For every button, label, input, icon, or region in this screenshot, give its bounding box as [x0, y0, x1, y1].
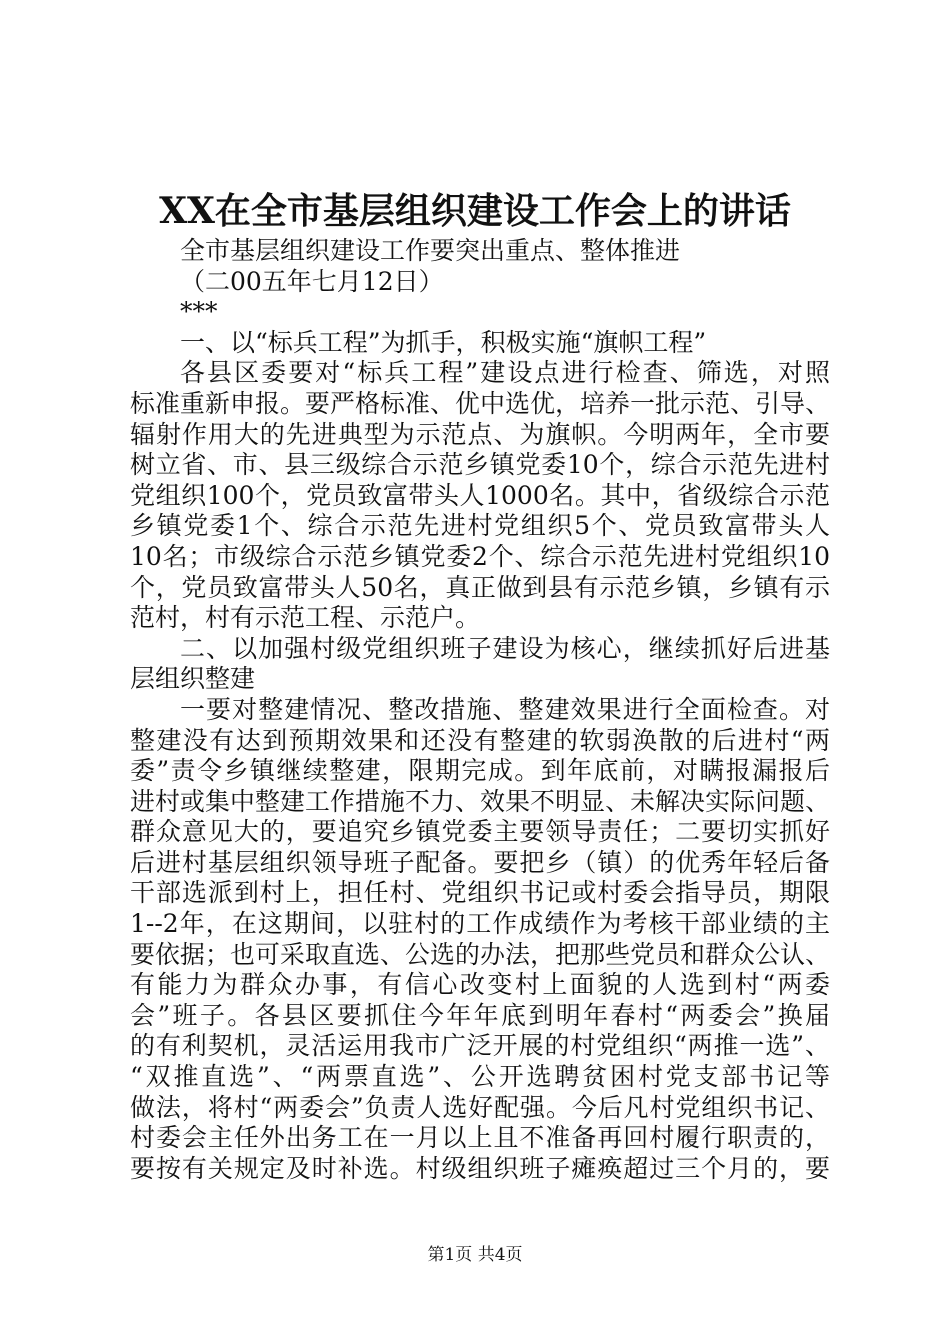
paragraph-line: 群众意见大的，要追究乡镇党委主要领导责任；二要切实抓好	[130, 817, 830, 847]
paragraph-line: 村委会主任外出务工在一月以上且不准备再回村履行职责的，	[130, 1123, 830, 1153]
paragraph-line: 要按有关规定及时补选。村级组织班子瘫痪超过三个月的，要	[130, 1153, 830, 1183]
paragraph-line: 树立省、市、县三级综合示范乡镇党委10个，综合示范先进村	[130, 450, 830, 480]
subtitle-line: 全市基层组织建设工作要突出重点、整体推进	[180, 236, 681, 265]
author-line: ***	[180, 297, 218, 327]
paragraph-line: 10名；市级综合示范乡镇党委2个、综合示范先进村党组织10	[130, 541, 830, 571]
document-body	[130, 236, 830, 1184]
paragraph-line: 1--2年，在这期间，以驻村的工作成绩作为考核干部业绩的主	[130, 909, 830, 939]
section-heading-1: 一、以“标兵工程”为抓手，积极实施“旗帜工程”	[180, 327, 707, 357]
paragraph-line: 党组织100个，党员致富带头人1000名。其中，省级综合示范	[130, 480, 830, 510]
paragraph-line: 乡镇党委1个、综合示范先进村党组织5个、党员致富带头人	[130, 511, 830, 541]
paragraph-line: 整建没有达到预期效果和还没有整建的软弱涣散的后进村“两	[130, 725, 830, 755]
paragraph-line: 会”班子。各县区要抓住今年年底到明年春村“两委会”换届	[130, 1000, 830, 1030]
section-heading-2-cont: 层组织整建	[130, 664, 256, 694]
section-heading-2: 二、以加强村级党组织班子建设为核心，继续抓好后进基	[180, 633, 830, 663]
paragraph-line: 要依据；也可采取直选、公选的办法，把那些党员和群众公认、	[130, 939, 830, 969]
paragraph-line: 干部选派到村上，担任村、党组织书记或村委会指导员，期限	[130, 878, 830, 908]
paragraph-line: 各县区委要对“标兵工程”建设点进行检查、筛选，对照	[180, 358, 830, 388]
date-line: （二00五年七月12日）	[180, 266, 444, 296]
paragraph-line: 的有利契机，灵活运用我市广泛开展的村党组织“两推一选”、	[130, 1031, 830, 1061]
document-title: XX在全市基层组织建设工作会上的讲话	[159, 190, 791, 232]
paragraph-line: 有能力为群众办事，有信心改变村上面貌的人选到村“两委	[130, 970, 830, 1000]
page-number: 第1页 共4页	[427, 1245, 523, 1265]
paragraph-line: 进村或集中整建工作措施不力、效果不明显、未解决实际问题、	[130, 786, 830, 816]
paragraph-line: 标准重新申报。要严格标准、优中选优，培养一批示范、引导、	[130, 388, 830, 418]
paragraph-line: 做法，将村“两委会”负责人选好配强。今后凡村党组织书记、	[130, 1092, 830, 1122]
paragraph-line: “双推直选”、“两票直选”、公开选聘贫困村党支部书记等	[130, 1062, 830, 1092]
paragraph-line: 辐射作用大的先进典型为示范点、为旗帜。今明两年，全市要	[130, 419, 830, 449]
paragraph-line: 个，党员致富带头人50名，真正做到县有示范乡镇，乡镇有示	[130, 572, 830, 602]
paragraph-line: 后进村基层组织领导班子配备。要把乡（镇）的优秀年轻后备	[130, 847, 830, 877]
paragraph-line: 范村，村有示范工程、示范户。	[130, 603, 481, 633]
paragraph-line: 一要对整建情况、整改措施、整建效果进行全面检查。对	[180, 694, 830, 724]
paragraph-line: 委”责令乡镇继续整建，限期完成。到年底前，对瞒报漏报后	[130, 756, 830, 786]
